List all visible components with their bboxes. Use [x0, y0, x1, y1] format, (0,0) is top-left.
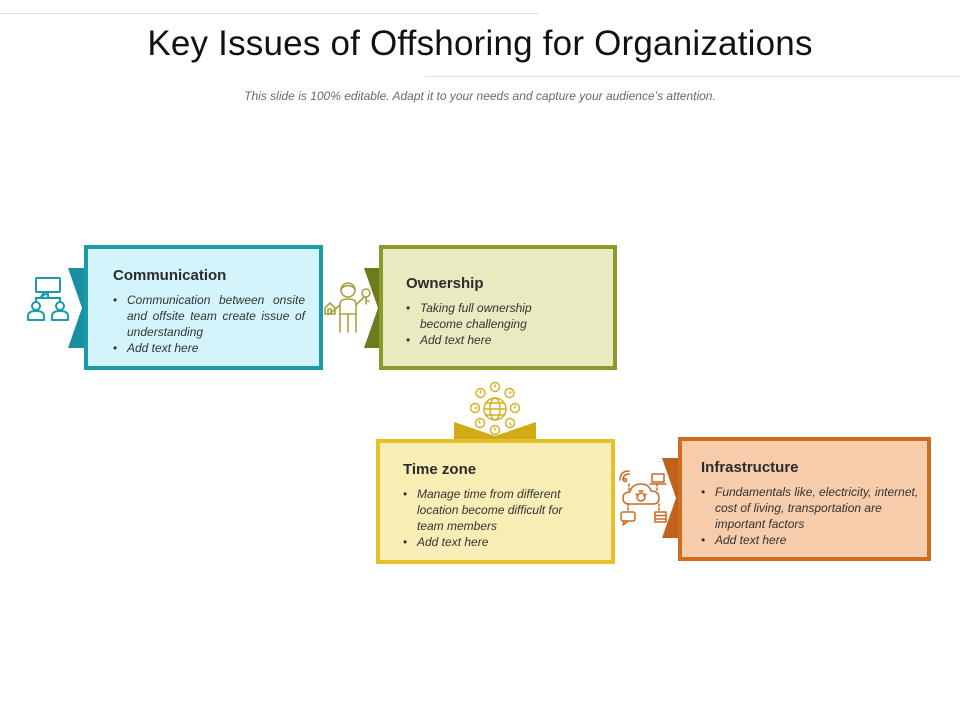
infrastructure-card: [678, 437, 931, 561]
timezone-bullets: [403, 486, 597, 550]
slide-title: Key Issues of Offshoring for Organizations: [147, 24, 813, 63]
list-item: • Fundamentals like, electricity, internet, cost of living, transportation are important factors: [701, 484, 919, 532]
list-item: • Manage time from different location become difficult for team members: [403, 486, 587, 534]
timezone-heading: Time zone: [403, 461, 477, 478]
list-item: • Add text here: [113, 340, 305, 356]
list-item: • Add text here: [403, 534, 597, 550]
ownership-bullets: [406, 300, 599, 348]
list-item: • Add text here: [406, 332, 599, 348]
communication-card: [84, 245, 323, 370]
top-divider-left: [0, 13, 538, 14]
timezone-card: [376, 439, 615, 564]
org-chart-icon: [26, 276, 72, 324]
ownership-card: [379, 245, 617, 370]
list-item: • Add text here: [701, 532, 919, 548]
infrastructure-bullets: [701, 484, 919, 548]
list-item: • Communication between onsite and offsite team create issue of understanding: [113, 292, 305, 340]
communication-bullets: [113, 292, 305, 356]
communication-heading: Communication: [113, 267, 227, 284]
infrastructure-heading: Infrastructure: [701, 459, 799, 476]
list-item: • Taking full ownership become challenging: [406, 300, 550, 332]
ownership-heading: Ownership: [406, 275, 484, 292]
top-divider-right: [425, 76, 960, 77]
slide-subtitle: This slide is 100% editable. Adapt it to your needs and capture your audience’s attention.: [244, 89, 716, 103]
